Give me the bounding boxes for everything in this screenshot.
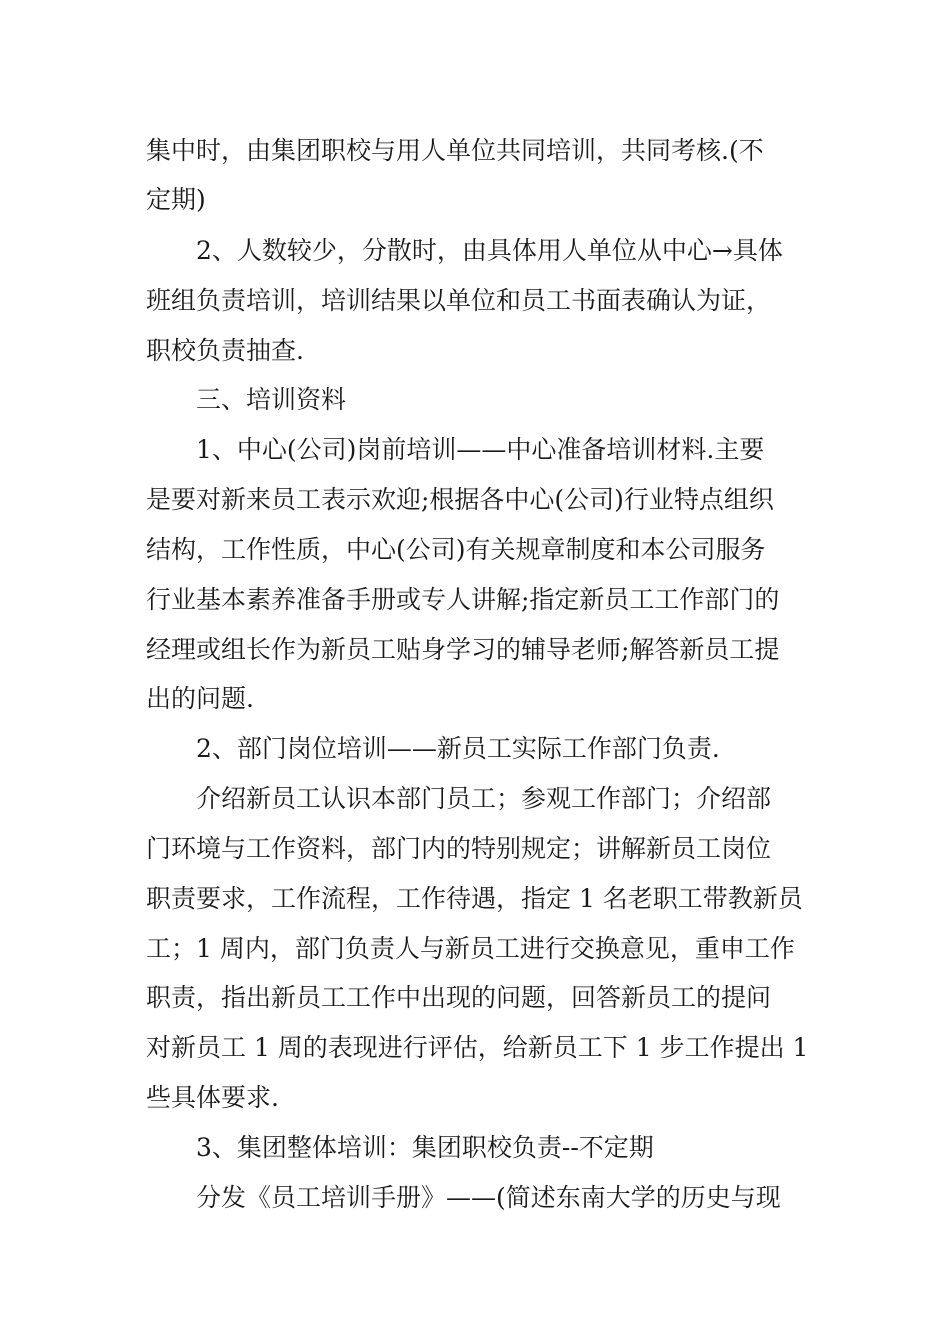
text-line: 介绍新员工认识本部门员工；参观工作部门；介绍部 [196,784,772,813]
text-line: 3、集团整体培训：集团职校负责--不定期 [196,1133,654,1162]
section-heading: 三、培训资料 [196,385,347,414]
text-line: 1、中心(公司)岗前培训——中心准备培训材料.主要 [196,435,765,464]
text-line: 门环境与工作资料，部门内的特别规定；讲解新员工岗位 [146,834,772,863]
text-line: 职责，指出新员工工作中出现的问题，回答新员工的提问 [146,983,772,1012]
text-line: 分发《员工培训手册》——(简述东南大学的历史与现 [196,1183,781,1212]
text-line: 结构，工作性质，中心(公司)有关规章制度和本公司服务 [146,535,766,564]
text-line: 班组负责培训，培训结果以单位和员工书面表确认为证， [146,286,772,315]
text-line: 出的问题. [146,684,254,713]
text-line: 些具体要求. [146,1083,279,1112]
text-line: 职责要求，工作流程，工作待遇，指定 1 名老职工带教新员 [146,884,803,913]
text-line: 定期) [146,185,206,214]
text-line: 行业基本素养准备手册或专人讲解;指定新员工工作部门的 [146,585,780,614]
text-line: 2、人数较少，分散时，由具体用人单位从中心→具体 [196,236,783,265]
text-line: 对新员工 1 周的表现进行评估，给新员工下 1 步工作提出 1 [146,1033,809,1062]
text-line: 是要对新来员工表示欢迎;根据各中心(公司)行业特点组织 [146,485,774,514]
text-line: 2、部门岗位培训——新员工实际工作部门负责. [196,734,720,763]
text-line: 工；1 周内，部门负责人与新员工进行交换意见，重申工作 [146,934,795,963]
text-line: 经理或组长作为新员工贴身学习的辅导老师;解答新员工提 [146,635,780,664]
text-line: 职校负责抽查. [146,336,304,365]
text-line: 集中时，由集团职校与用人单位共同培训，共同考核.(不 [146,136,764,165]
